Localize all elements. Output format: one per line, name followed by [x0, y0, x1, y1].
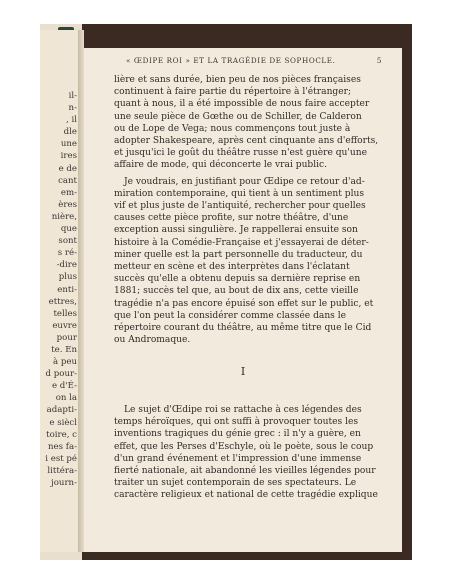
text-line: que l'on peut la considérer comme classée dans le — [114, 310, 347, 321]
text-line: quant à nous, il a été impossible de nous faire accepter — [114, 99, 370, 110]
text-line: Je voudrais, en justifiant pour Œdipe ce retour d'ad- — [124, 176, 365, 187]
left-page-fragment: sont — [58, 236, 77, 247]
text-line: tragédie n'a pas encore épuisé son effet sur le public, et — [114, 298, 374, 309]
left-page-fragment: littéra- — [47, 465, 77, 476]
section-heading: I — [240, 365, 246, 378]
left-page-fragment: dle — [63, 127, 77, 138]
left-page-fragment: n- — [68, 103, 77, 114]
text-line: effet, que les Perses d'Eschyle, où le poète, sous le coup — [114, 441, 374, 452]
text-line: ou de Lope de Vega; nous commençons tout juste à — [114, 123, 351, 134]
left-page-fragment: telles — [53, 308, 77, 319]
text-line: 1881; succès tel que, au bout de dix ans, cette vieille — [114, 286, 359, 297]
left-page-fragment: on la — [55, 393, 77, 404]
text-line: ou Andromaque. — [114, 335, 191, 346]
text-line: une seule pièce de Gœthe ou de Schiller, de Calderon — [114, 111, 362, 122]
left-page-fragment: adapti- — [46, 405, 77, 416]
left-page-fragment: e siècl — [49, 417, 77, 428]
text-line: exception aussi singulière. Je rappellerai ensuite son — [114, 225, 358, 236]
left-page-fragment: e de — [58, 163, 77, 174]
left-page-fragment: nière, — [51, 211, 77, 222]
body-text-top — [114, 74, 384, 346]
running-header — [84, 56, 402, 68]
left-page-fragment: te. En — [51, 344, 77, 355]
text-line: affaire de mode, qui déconcerte le vrai public. — [114, 160, 328, 171]
text-line: fierté nationale, ait abandonné les vieilles légendes pour — [114, 466, 376, 477]
left-page-fragment: ires — [60, 151, 77, 162]
left-page-fragment: plus — [58, 272, 77, 283]
left-page-fragment: enti- — [57, 284, 77, 295]
running-title: « ŒDIPE ROI » ET LA TRAGÉDIE DE SOPHOCLE. — [126, 56, 336, 65]
left-page-fragment: journ- — [51, 478, 77, 488]
left-page-fragment: nes fa- — [48, 441, 77, 452]
left-page-fragment: i est pé — [45, 453, 77, 464]
left-page-fragment: pour — [56, 332, 77, 343]
text-line: miner quelle est la part personnelle du traducteur, du — [114, 249, 363, 260]
text-line: répertoire courant du théâtre, au même titre que le Cid — [114, 323, 372, 334]
left-page-fragment: , il — [66, 115, 77, 126]
text-line: continuent à faire partie du répertoire à l'étranger; — [114, 87, 352, 98]
text-line: temps héroïques, qui ont suffi à provoquer toutes les — [114, 417, 359, 428]
body-text-bottom — [114, 404, 384, 502]
text-line: metteur en scène et des interprètes dans l'éclatant — [114, 262, 350, 273]
left-page-fragment: d pour- — [45, 369, 77, 380]
text-line: succès qu'elle a obtenu depuis sa dernière reprise en — [114, 274, 361, 285]
text-line: Le sujet d'Œdipe roi se rattache à ces légendes des — [124, 405, 362, 415]
left-page-fragment: il- — [68, 91, 77, 101]
left-page-fragment: e d'É- — [51, 381, 77, 392]
text-line: d'un grand événement et l'impression d'une immense — [114, 453, 362, 464]
left-page-fragment: -dire — [56, 260, 77, 271]
text-line: histoire à la Comédie-Française et j'essayerai de déter- — [114, 237, 369, 248]
left-page-fragment: toire, c — [46, 429, 77, 440]
left-page-fragment: em- — [60, 187, 77, 198]
left-page-fragment: ères — [58, 199, 77, 210]
text-line: inventions tragiques du génie grec : il n'y a guère, en — [114, 429, 361, 440]
left-page — [40, 30, 80, 552]
paragraph-1 — [114, 74, 384, 172]
paragraph-3 — [114, 404, 384, 502]
left-page-fragment: euvre — [52, 320, 77, 331]
text-line: traiter un sujet contemporain de ses spectateurs. Le — [114, 478, 357, 489]
text-line: lière et sans durée, bien peu de nos pièces françaises — [114, 75, 361, 85]
text-line: caractère religieux et national de cette tragédie explique — [114, 490, 378, 501]
text-line: causes cette pièce profite, sur notre théâtre, d'une — [114, 213, 349, 224]
text-line: et jusqu'ici le goût du théâtre russe n'est guère qu'une — [114, 148, 367, 159]
text-line: vif et plus juste de l'antiquité, rechercher pour quelles — [114, 201, 366, 212]
left-page-fragment: s ré- — [57, 248, 77, 259]
left-page-fragment: que — [60, 224, 77, 235]
text-line: adopter Shakespeare, après cent cinquante ans d'efforts, — [114, 136, 379, 147]
left-page-fragment: une — [60, 139, 77, 150]
paragraph-2 — [114, 176, 384, 347]
left-page-fragment: à peu — [53, 357, 77, 368]
text-line: miration contemporaine, qui tient à un sentiment plus — [114, 188, 365, 199]
right-page — [84, 48, 402, 552]
page-number: 5 — [376, 56, 382, 65]
left-page-fragment: cant — [58, 175, 77, 186]
left-page-fragment: ettres, — [48, 296, 77, 307]
